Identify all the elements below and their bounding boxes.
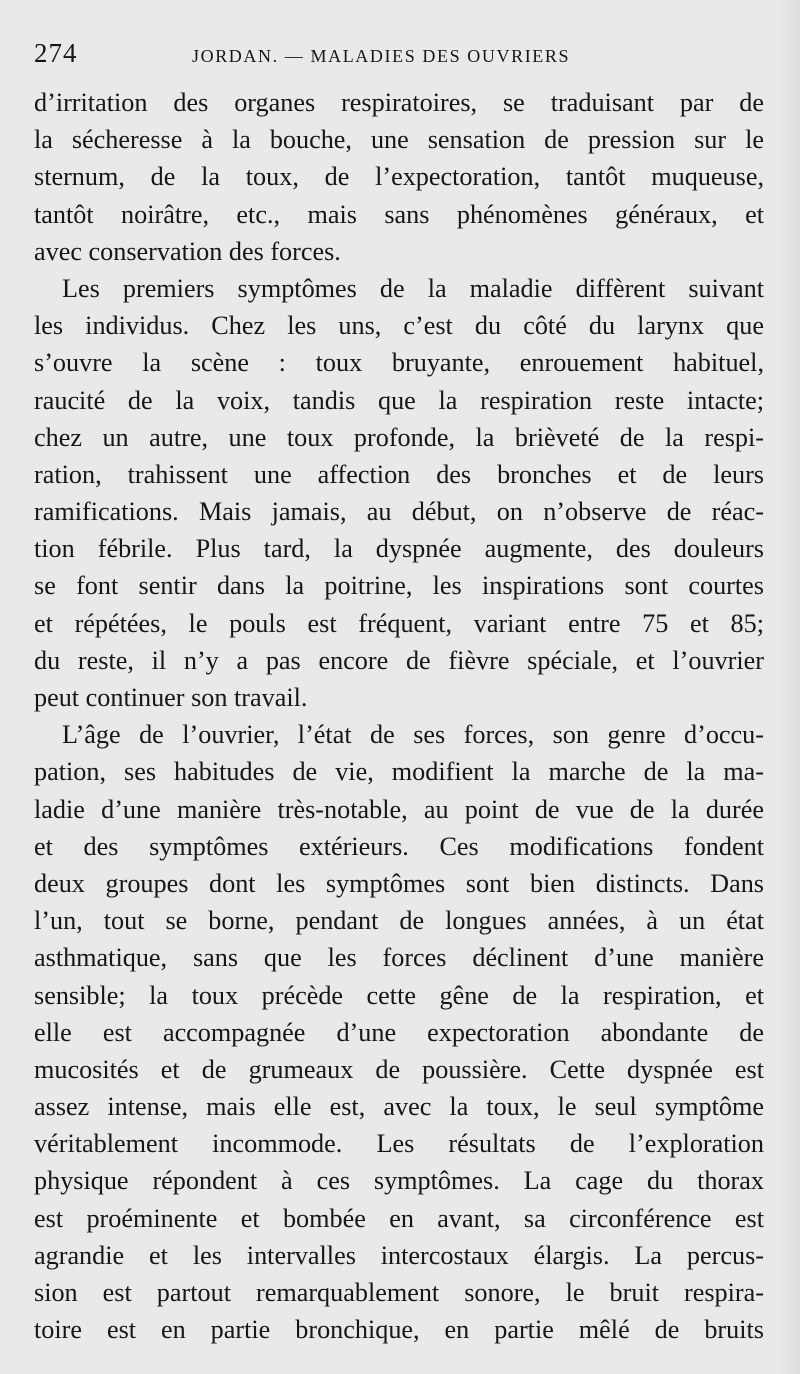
body-text (34, 84, 764, 1348)
text-line: et répétées, le pouls est fréquent, variant entre 75 et 85; (34, 608, 764, 638)
text-line: elle est accompagnée d’une expectoration abondante de (34, 1017, 764, 1047)
text-line: sternum, de la toux, de l’expectoration, tantôt muqueuse, (34, 162, 764, 192)
text-line: agrandie et les intervalles intercostaux élargis. La percus- (34, 1240, 764, 1270)
text-line: assez intense, mais elle est, avec la toux, le seul symptôme (34, 1092, 764, 1122)
text-line: du reste, il n’y a pas encore de fièvre spéciale, et l’ouvrier (34, 645, 764, 675)
text-line: la sécheresse à la bouche, une sensation de pression sur le (34, 125, 764, 155)
text-line: pation, ses habitudes de vie, modifient la marche de la ma- (34, 757, 764, 787)
text-line: d’irritation des organes respiratoires, se traduisant par de (34, 88, 764, 117)
text-line: deux groupes dont les symptômes sont bien distincts. Dans (34, 868, 764, 898)
text-line: se font sentir dans la poitrine, les inspirations sont courtes (34, 571, 764, 601)
running-head: JORDAN. — MALADIES DES OUVRIERS (192, 46, 571, 66)
text-line: et des symptômes extérieurs. Ces modifications fondent (34, 831, 764, 861)
text-line: tantôt noirâtre, etc., mais sans phénomènes généraux, et (34, 199, 764, 229)
text-line: sensible; la toux précède cette gêne de la respiration, et (34, 980, 764, 1010)
text-line: est proéminente et bombée en avant, sa circonférence est (34, 1203, 764, 1233)
text-line: ramifications. Mais jamais, au début, on n’observe de réac- (34, 497, 764, 527)
text-line: asthmatique, sans que les forces déclinent d’une manière (34, 943, 764, 973)
text-line: physique répondent à ces symptômes. La cage du thorax (34, 1166, 764, 1196)
page-number: 274 (34, 38, 78, 68)
text-line: tion fébrile. Plus tard, la dyspnée augmente, des douleurs (34, 534, 764, 564)
page-header (34, 38, 764, 78)
text-line: chez un autre, une toux profonde, la brièveté de la respi- (34, 422, 764, 452)
text-line: véritablement incommode. Les résultats de l’exploration (34, 1129, 764, 1159)
text-line: peut continuer son travail. (34, 683, 308, 712)
text-line: mucosités et de grumeaux de poussière. Cette dyspnée est (34, 1054, 764, 1084)
text-line: l’un, tout se borne, pendant de longues années, à un état (34, 906, 764, 936)
text-line: ration, trahissent une affection des bronches et de leurs (34, 459, 764, 489)
text-line: toire est en partie bronchique, en partie mêlé de bruits (34, 1315, 764, 1345)
paragraph-start-line: Les premiers symptômes de la maladie diffèrent suivant (62, 273, 764, 303)
text-line: avec conservation des forces. (34, 236, 341, 266)
text-line: s’ouvre la scène : toux bruyante, enrouement habituel, (34, 348, 764, 378)
paragraph-start-line: L’âge de l’ouvrier, l’état de ses forces, son genre d’occu- (62, 720, 764, 750)
text-line: les individus. Chez les uns, c’est du côté du larynx que (34, 311, 764, 341)
text-line: ladie d’une manière très-notable, au point de vue de la durée (34, 794, 764, 824)
text-line: raucité de la voix, tandis que la respiration reste intacte; (34, 385, 764, 415)
text-line: sion est partout remarquablement sonore, le bruit respira- (34, 1278, 764, 1307)
